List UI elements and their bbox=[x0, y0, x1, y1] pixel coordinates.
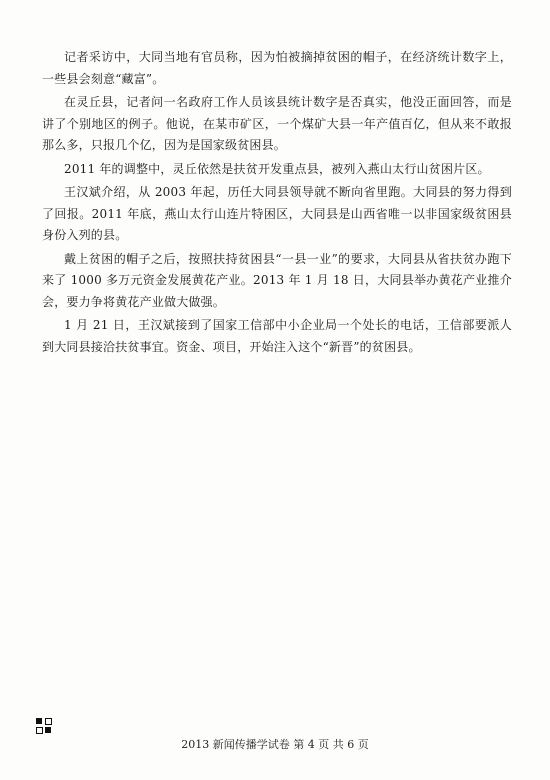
article-body bbox=[42, 47, 512, 360]
paragraph-3: 2011 年的调整中，灵丘依然是扶贫开发重点县，被列入燕山太行山贫困片区。 bbox=[64, 161, 490, 176]
page-footer: 2013 新闻传播学试卷 第 4 页 共 6 页 bbox=[181, 738, 369, 751]
paragraph-1: 记者采访中，大同当地有官员称，因为怕被摘掉贫困的帽子，在经济统计数字上，一些县会刻意“藏富”。 bbox=[42, 50, 512, 86]
paragraph-2: 在灵丘县，记者问一名政府工作人员该县统计数字是否真实，他没正面回答，而是讲了个别地区的例子。他说，在某市矿区，一个煤矿大县一年产值百亿，但从来不敢报那么多，只报几个亿，因为是国家级贫困县。 bbox=[42, 95, 512, 152]
paragraph-5: 戴上贫困的帽子之后，按照扶持贫困县“一县一业”的要求，大同县从省扶贫办跑下来了 1000 多万元资金发展黄花产业。2013 年 1 月 18 日，大同县举办黄花产业推介会，要力争将黄花产业做大做强。 bbox=[42, 251, 512, 309]
registration-mark-icon bbox=[36, 718, 54, 736]
paragraph-6: 1 月 21 日，王汉斌接到了国家工信部中小企业局一个处长的电话，工信部要派人到大同县接洽扶贫事宜。资金、项目，开始注入这个“新晋”的贫困县。 bbox=[42, 318, 512, 354]
paragraph-4: 王汉斌介绍，从 2003 年起，历任大同县领导就不断向省里跑。大同县的努力得到了回报。2011 年底，燕山太行山连片特困区，大同县是山西省唯一以非国家级贫困县身份入列的县。 bbox=[42, 185, 512, 242]
